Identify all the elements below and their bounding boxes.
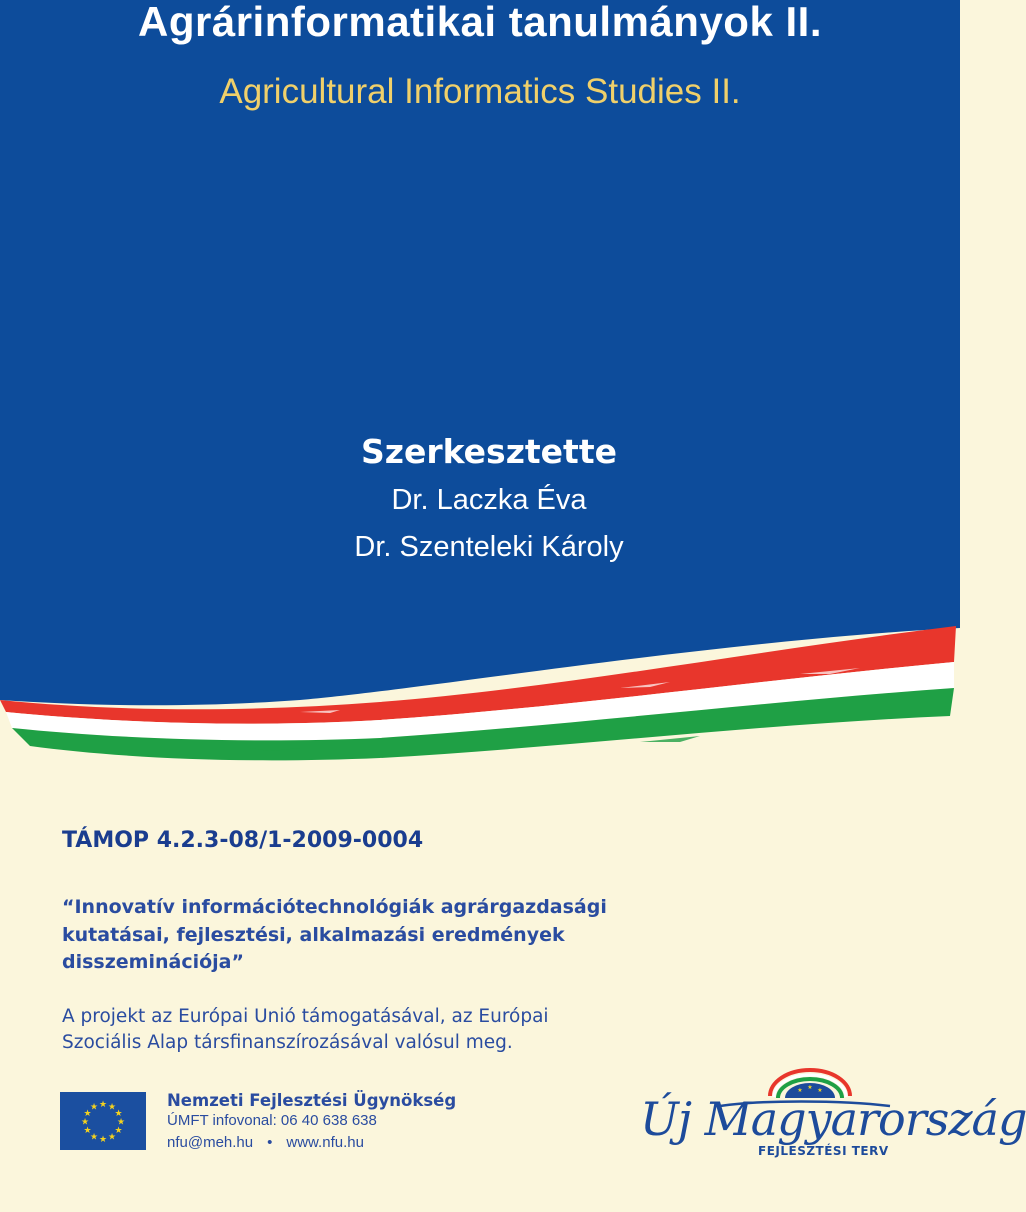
eu-flag-icon	[60, 1092, 146, 1150]
editor-name: Dr. Szenteleki Károly	[354, 531, 624, 563]
logo-script-text: Új Magyarország	[640, 1092, 1026, 1146]
agency-website[interactable]: www.nfu.hu	[286, 1134, 364, 1151]
agency-phone: ÚMFT infovonal: 06 40 638 638	[167, 1112, 377, 1129]
project-title-line: kutatásai, fejlesztési, alkalmazási eredmények	[62, 923, 565, 946]
svg-text:★: ★	[80, 1117, 90, 1128]
project-code: TÁMOP 4.2.3-08/1-2009-0004	[62, 828, 424, 853]
funding-line: A projekt az Európai Unió támogatásával, az Európai	[62, 1006, 549, 1027]
svg-text:★: ★	[116, 1117, 126, 1128]
svg-text:★: ★	[114, 1126, 123, 1136]
agency-name: Nemzeti Fejlesztési Ügynökség	[167, 1091, 457, 1110]
svg-text:★: ★	[797, 1087, 803, 1094]
title-english: Agricultural Informatics Studies II.	[219, 72, 741, 111]
editor-name: Dr. Laczka Éva	[391, 484, 587, 516]
project-title-line: disszeminációja”	[62, 951, 244, 973]
svg-text:★: ★	[98, 1135, 108, 1145]
funding-line: Szociális Alap társfinanszírozásával valósul meg.	[62, 1031, 513, 1053]
editor-label: Szerkesztette	[360, 432, 617, 471]
svg-text:★: ★	[807, 1084, 813, 1091]
svg-text:★: ★	[83, 1126, 92, 1136]
svg-text:★: ★	[107, 1132, 117, 1143]
project-title-line: “Innovatív információtechnológiák agrárgazdasági	[62, 896, 607, 918]
svg-text:★: ★	[98, 1100, 108, 1110]
svg-text:★: ★	[83, 1109, 92, 1119]
svg-text:★: ★	[89, 1102, 99, 1113]
title-hungarian: Agrárinformatikai tanulmányok II.	[138, 0, 822, 45]
svg-text:★: ★	[89, 1132, 99, 1143]
logo-plan-text: FEJLESZTÉSI TERV	[758, 1144, 889, 1158]
funding-statement	[62, 1004, 582, 1055]
svg-text:★: ★	[114, 1109, 123, 1119]
svg-text:★: ★	[817, 1087, 823, 1094]
separator-dot: •	[267, 1134, 273, 1151]
svg-text:★: ★	[107, 1102, 117, 1113]
agency-contact	[167, 1134, 364, 1151]
uj-magyarorszag-logo	[640, 1064, 1026, 1174]
agency-email[interactable]: nfu@meh.hu	[167, 1134, 254, 1151]
project-title	[62, 894, 622, 977]
